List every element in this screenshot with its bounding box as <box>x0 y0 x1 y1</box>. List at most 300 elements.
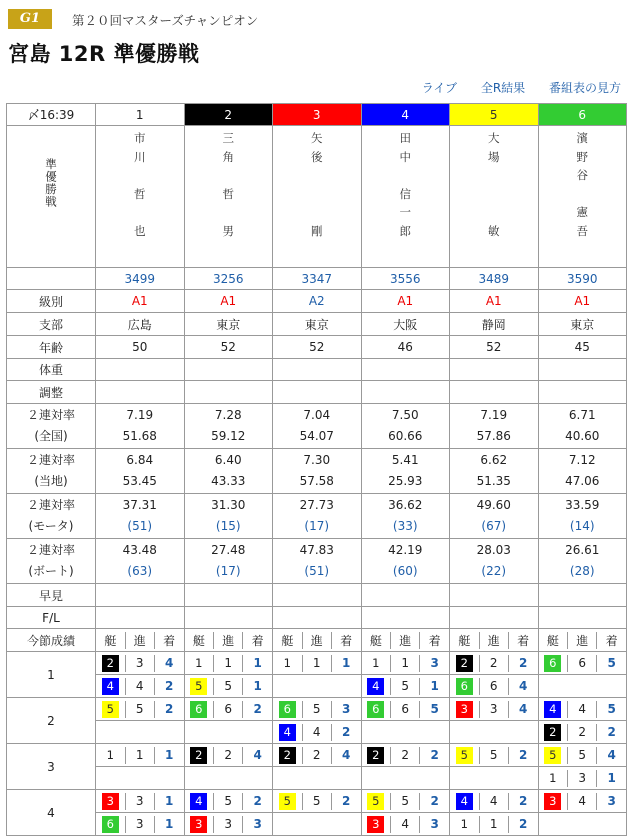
r_all-value: 51.68 <box>122 429 157 443</box>
boat_w-value: 26.61 <box>565 543 600 557</box>
boat_no-value: (60) <box>392 564 418 578</box>
result-cell <box>273 767 362 790</box>
result-cell <box>96 652 185 675</box>
name-char: 市 <box>134 131 146 145</box>
r_all-value: 40.60 <box>565 429 600 443</box>
result-cell <box>184 675 273 698</box>
w_loc-value: 6.84 <box>126 453 154 467</box>
age-value: 46 <box>397 340 413 354</box>
day-cell <box>7 698 96 744</box>
name-char <box>185 204 273 223</box>
boat-number: 1 <box>279 655 296 672</box>
course-value: 5 <box>125 701 154 718</box>
lane-header <box>273 104 362 126</box>
branch-value: 東京 <box>216 317 241 332</box>
w_all-value: 7.50 <box>391 408 419 422</box>
result-cell <box>273 744 362 767</box>
age-value: 52 <box>486 340 502 354</box>
boat-number: 4 <box>279 724 296 741</box>
w_all-value: 7.04 <box>303 408 331 422</box>
result-cell <box>184 767 273 790</box>
boat_no-value: (22) <box>481 564 507 578</box>
result-cell <box>273 675 362 698</box>
course-value: 4 <box>479 793 508 810</box>
rate-sub-label: (当地) <box>34 474 68 488</box>
racer-reg-number[interactable]: 3489 <box>478 271 510 286</box>
result-cell <box>538 744 627 767</box>
motor_no-value: (17) <box>304 519 330 533</box>
name-char: 角 <box>222 149 234 164</box>
course-value: 2 <box>214 747 243 764</box>
lane-number: 3 <box>312 107 321 122</box>
boat-number: 5 <box>367 793 384 810</box>
name-char <box>539 186 627 205</box>
course-value: 2 <box>391 747 420 764</box>
boat-number: 4 <box>456 793 473 810</box>
rate-label: ２連対率 <box>26 498 75 512</box>
name-char <box>362 167 450 186</box>
finish-value: 2 <box>518 794 528 808</box>
finish-col-header: 着 <box>163 633 176 648</box>
result-cell <box>450 744 539 767</box>
name-char <box>273 186 361 205</box>
boat_w-value: 28.03 <box>476 543 511 557</box>
finish-value: 4 <box>518 679 528 693</box>
course-value: 3 <box>125 816 154 833</box>
rate-label: ２連対率 <box>26 543 75 557</box>
motor_w-value: 27.73 <box>299 498 334 512</box>
result-cell <box>184 652 273 675</box>
boat-number: 6 <box>456 678 473 695</box>
result-cell <box>96 813 185 836</box>
boat-col-header: 艇 <box>273 632 302 649</box>
rate-sub-label: (ボート) <box>28 564 74 578</box>
racer-reg-number[interactable]: 3590 <box>566 271 598 286</box>
course-value: 3 <box>479 701 508 718</box>
course-value: 4 <box>568 793 597 810</box>
name-char: 也 <box>134 223 146 238</box>
result-cell <box>96 790 185 813</box>
finish-value: 2 <box>341 725 351 739</box>
racer-name[interactable] <box>538 126 627 268</box>
racer-reg-number[interactable]: 3256 <box>212 271 244 286</box>
racer-name[interactable] <box>273 126 362 268</box>
result-cell <box>273 721 362 744</box>
boat-number: 1 <box>544 770 561 787</box>
name-char <box>450 204 538 223</box>
class-value: A1 <box>131 294 148 308</box>
branch-value: 大阪 <box>393 317 418 332</box>
boat_no-value: (63) <box>127 564 153 578</box>
result-cell <box>273 652 362 675</box>
motor_w-value: 33.59 <box>565 498 600 512</box>
name-char: 濱 <box>576 131 588 145</box>
finish-value: 4 <box>253 748 262 762</box>
boat-number: 4 <box>367 678 384 695</box>
race-label-cell <box>7 126 96 268</box>
name-char <box>450 167 538 186</box>
age-value: 50 <box>132 340 148 354</box>
course-value: 4 <box>391 816 420 833</box>
lane-header <box>450 104 539 126</box>
header <box>0 0 635 34</box>
racer-reg-number[interactable]: 3499 <box>124 271 156 286</box>
r_all-value: 57.86 <box>476 429 511 443</box>
finish-value: 1 <box>164 817 174 831</box>
day-number: 4 <box>47 805 55 820</box>
day-cell <box>7 790 96 836</box>
boat_w-value: 43.48 <box>122 543 157 557</box>
class-value: A1 <box>574 294 591 308</box>
boat-number: 6 <box>544 655 561 672</box>
finish-value: 2 <box>253 794 262 808</box>
course-value: 4 <box>302 724 331 741</box>
finish-value: 4 <box>164 656 174 670</box>
result-cell <box>450 721 539 744</box>
boat-number: 2 <box>190 747 207 764</box>
day-number: 1 <box>47 667 55 682</box>
class-value: A2 <box>308 294 325 308</box>
race-series-name: 第２０回マスターズチャンピオン <box>72 13 259 28</box>
page-title: 宮島 12R 準優勝戦 <box>8 42 200 66</box>
boat-number: 1 <box>102 747 119 764</box>
boat-number: 5 <box>544 747 561 764</box>
result-cell <box>361 698 450 721</box>
course-value: 1 <box>302 655 331 672</box>
name-char: 野 <box>576 149 588 164</box>
boat-number: 5 <box>190 678 207 695</box>
course-value: 3 <box>568 770 597 787</box>
rate-sub-label: (全国) <box>34 429 68 443</box>
boat-number: 2 <box>456 655 473 672</box>
course-value: 5 <box>391 678 420 695</box>
class-value: A1 <box>220 294 237 308</box>
boat-col-header: 艇 <box>450 632 479 649</box>
row-label: 早見 <box>38 588 63 603</box>
name-char: 憲 <box>576 205 588 219</box>
result-cell <box>273 698 362 721</box>
row-label: 体重 <box>38 363 63 377</box>
course-col-header: 進 <box>568 632 597 649</box>
course-value: 6 <box>479 678 508 695</box>
course-value: 6 <box>568 655 597 672</box>
r_loc-value: 47.06 <box>565 474 600 488</box>
finish-value: 1 <box>164 794 174 808</box>
w_all-value: 7.28 <box>214 408 242 422</box>
boat-number: 1 <box>367 655 384 672</box>
boat-number: 4 <box>544 701 561 718</box>
age-value: 52 <box>309 340 325 354</box>
course-value: 3 <box>125 793 154 810</box>
day-cell <box>7 652 96 698</box>
name-char: 吾 <box>576 223 588 238</box>
name-char <box>96 204 184 223</box>
finish-value: 2 <box>430 748 439 762</box>
name-char <box>273 167 361 186</box>
motor_no-value: (14) <box>569 519 595 533</box>
course-col-header: 進 <box>391 632 420 649</box>
finish-value: 3 <box>607 794 616 808</box>
live-link[interactable]: ライブ <box>421 81 457 95</box>
name-char: 一 <box>399 205 411 219</box>
motor_no-value: (51) <box>127 519 153 533</box>
row-label: 級別 <box>38 294 63 309</box>
w_all-value: 6.71 <box>568 408 596 422</box>
boat_w-value: 47.83 <box>299 543 334 557</box>
result-cell <box>538 813 627 836</box>
course-value: 2 <box>479 655 508 672</box>
result-cell <box>361 813 450 836</box>
name-char: 敏 <box>488 223 500 238</box>
result-cell <box>361 721 450 744</box>
result-cell <box>361 767 450 790</box>
result-cell <box>273 813 362 836</box>
boat-number: 2 <box>279 747 296 764</box>
boat-number: 5 <box>456 747 473 764</box>
program-table <box>6 103 627 836</box>
r_loc-value: 57.58 <box>299 474 334 488</box>
boat-number: 2 <box>102 655 119 672</box>
rate-sub-label: (モータ) <box>28 519 74 533</box>
course-col-header: 進 <box>125 632 154 649</box>
result-cell <box>450 698 539 721</box>
course-col-header: 進 <box>214 632 243 649</box>
result-cell <box>450 767 539 790</box>
result-cell <box>538 767 627 790</box>
finish-value: 4 <box>518 702 528 716</box>
result-cell <box>361 675 450 698</box>
class-value: A1 <box>397 294 414 308</box>
row-label: 支部 <box>38 317 63 332</box>
course-value: 5 <box>214 678 243 695</box>
boat-number: 1 <box>190 655 207 672</box>
name-char <box>185 167 273 186</box>
branch-value: 東京 <box>570 317 595 332</box>
boat-col-header: 艇 <box>96 632 125 649</box>
branch-value: 東京 <box>304 317 329 332</box>
boat-number: 5 <box>102 701 119 718</box>
racer-reg-number[interactable]: 3347 <box>301 271 333 286</box>
rate-label: ２連対率 <box>26 408 75 422</box>
result-cell <box>538 698 627 721</box>
finish-value: 2 <box>607 725 616 739</box>
lane-header <box>184 104 273 126</box>
result-cell <box>184 813 273 836</box>
day-number: 2 <box>47 713 55 728</box>
lane-number: 1 <box>135 107 144 122</box>
lane-number: 6 <box>578 107 587 122</box>
r_loc-value: 43.33 <box>211 474 246 488</box>
grade-badge: G1 <box>8 9 52 29</box>
motor_no-value: (33) <box>392 519 418 533</box>
motor_no-value: (15) <box>215 519 241 533</box>
finish-value: 3 <box>253 817 262 831</box>
result-cell <box>96 744 185 767</box>
finish-col-header: 着 <box>605 633 618 648</box>
boat-number: 3 <box>456 701 473 718</box>
lane-header <box>538 104 627 126</box>
boat_w-value: 42.19 <box>388 543 423 557</box>
racer-reg-number[interactable]: 3556 <box>389 271 421 286</box>
finish-col-header: 着 <box>517 633 530 648</box>
boat-number: 6 <box>367 701 384 718</box>
result-cell <box>96 721 185 744</box>
boat-number: 6 <box>102 816 119 833</box>
name-char: 谷 <box>576 168 588 182</box>
r_all-value: 54.07 <box>299 429 334 443</box>
result-cell <box>184 698 273 721</box>
day-cell <box>7 744 96 790</box>
row-label: 調整 <box>38 385 63 400</box>
finish-value: 1 <box>253 679 262 693</box>
w_loc-value: 6.62 <box>480 453 508 467</box>
finish-value: 2 <box>253 702 262 716</box>
result-cell <box>96 698 185 721</box>
result-cell <box>538 790 627 813</box>
lane-number: 4 <box>401 107 410 122</box>
boat-number: 6 <box>190 701 207 718</box>
boat_no-value: (28) <box>569 564 595 578</box>
result-cell <box>538 721 627 744</box>
boat-number: 2 <box>367 747 384 764</box>
course-value: 5 <box>391 793 420 810</box>
result-cell <box>361 652 450 675</box>
branch-value: 静岡 <box>481 317 506 332</box>
course-value: 5 <box>479 747 508 764</box>
w_loc-value: 7.30 <box>303 453 331 467</box>
result-cell <box>273 790 362 813</box>
finish-value: 1 <box>253 656 262 670</box>
finish-value: 2 <box>164 702 174 716</box>
result-cell <box>538 675 627 698</box>
name-char: 場 <box>488 149 500 164</box>
course-value: 2 <box>568 724 597 741</box>
motor_w-value: 36.62 <box>388 498 423 512</box>
name-char: 信 <box>399 186 411 201</box>
course-value: 6 <box>214 701 243 718</box>
top-links <box>402 79 621 96</box>
deadline: 〆16:39 <box>27 108 75 122</box>
racer-name[interactable] <box>184 126 273 268</box>
lane-number: 5 <box>489 107 498 122</box>
row-label: F/L <box>42 610 60 625</box>
finish-value: 3 <box>341 702 351 716</box>
boat-number: 6 <box>279 701 296 718</box>
name-char: 三 <box>222 131 234 145</box>
course-col-header: 進 <box>302 632 331 649</box>
series-label: 今節成績 <box>26 633 75 648</box>
course-value: 5 <box>302 701 331 718</box>
boat-number: 1 <box>456 816 473 833</box>
branch-value: 広島 <box>127 317 152 332</box>
finish-value: 1 <box>164 748 174 762</box>
result-cell <box>184 721 273 744</box>
r_all-value: 59.12 <box>211 429 246 443</box>
finish-value: 1 <box>607 771 616 785</box>
name-char: 矢 <box>311 131 323 145</box>
finish-value: 4 <box>341 748 351 762</box>
racer-name[interactable] <box>450 126 539 268</box>
boat-number: 3 <box>102 793 119 810</box>
name-char: 郎 <box>399 223 411 238</box>
course-value: 5 <box>214 793 243 810</box>
row-label: 年齢 <box>38 340 63 355</box>
course-value: 6 <box>391 701 420 718</box>
lane-number: 2 <box>224 107 233 122</box>
racer-name[interactable] <box>361 126 450 268</box>
result-cell <box>450 652 539 675</box>
w_loc-value: 7.12 <box>568 453 596 467</box>
result-cell <box>361 790 450 813</box>
result-cell <box>361 744 450 767</box>
w_loc-value: 5.41 <box>391 453 419 467</box>
finish-value: 2 <box>518 817 528 831</box>
w_all-value: 7.19 <box>126 408 154 422</box>
name-char <box>450 186 538 205</box>
result-cell <box>450 790 539 813</box>
age-value: 52 <box>220 340 236 354</box>
course-value: 1 <box>391 655 420 672</box>
finish-value: 3 <box>430 656 439 670</box>
boat-number: 3 <box>190 816 207 833</box>
name-char: 哲 <box>134 186 146 201</box>
name-char: 哲 <box>222 186 234 201</box>
finish-col-header: 着 <box>251 633 264 648</box>
finish-value: 2 <box>518 656 528 670</box>
class-value: A1 <box>485 294 502 308</box>
boat-number: 2 <box>544 724 561 741</box>
course-col-header: 進 <box>479 632 508 649</box>
w_all-value: 7.19 <box>480 408 508 422</box>
result-cell <box>450 675 539 698</box>
result-cell <box>184 744 273 767</box>
result-cell <box>450 813 539 836</box>
finish-value: 2 <box>341 794 351 808</box>
boat_no-value: (17) <box>215 564 241 578</box>
rate-label: ２連対率 <box>26 453 75 467</box>
course-value: 1 <box>479 816 508 833</box>
boat-number: 3 <box>544 793 561 810</box>
finish-value: 2 <box>518 748 528 762</box>
racer-name[interactable] <box>96 126 185 268</box>
day-number: 3 <box>47 759 55 774</box>
name-char: 川 <box>134 149 146 164</box>
age-value: 45 <box>574 340 590 354</box>
finish-value: 2 <box>430 794 439 808</box>
course-value: 1 <box>214 655 243 672</box>
name-char: 大 <box>488 131 500 145</box>
finish-value: 5 <box>430 702 439 716</box>
boat_no-value: (51) <box>304 564 330 578</box>
program-guide-link[interactable]: 番組表の見方 <box>548 81 621 95</box>
boat-number: 4 <box>102 678 119 695</box>
boat-number: 5 <box>279 793 296 810</box>
course-value: 1 <box>125 747 154 764</box>
w_loc-value: 6.40 <box>214 453 242 467</box>
name-char: 男 <box>222 223 234 238</box>
course-value: 5 <box>302 793 331 810</box>
result-cell <box>96 767 185 790</box>
name-char: 田 <box>399 131 411 145</box>
all-results-link[interactable]: 全R結果 <box>480 81 526 95</box>
r_loc-value: 53.45 <box>122 474 157 488</box>
course-value: 3 <box>214 816 243 833</box>
lane-header <box>361 104 450 126</box>
r_loc-value: 25.93 <box>388 474 423 488</box>
deadline-cell <box>7 104 96 126</box>
r_all-value: 60.66 <box>388 429 423 443</box>
lane-header <box>96 104 185 126</box>
